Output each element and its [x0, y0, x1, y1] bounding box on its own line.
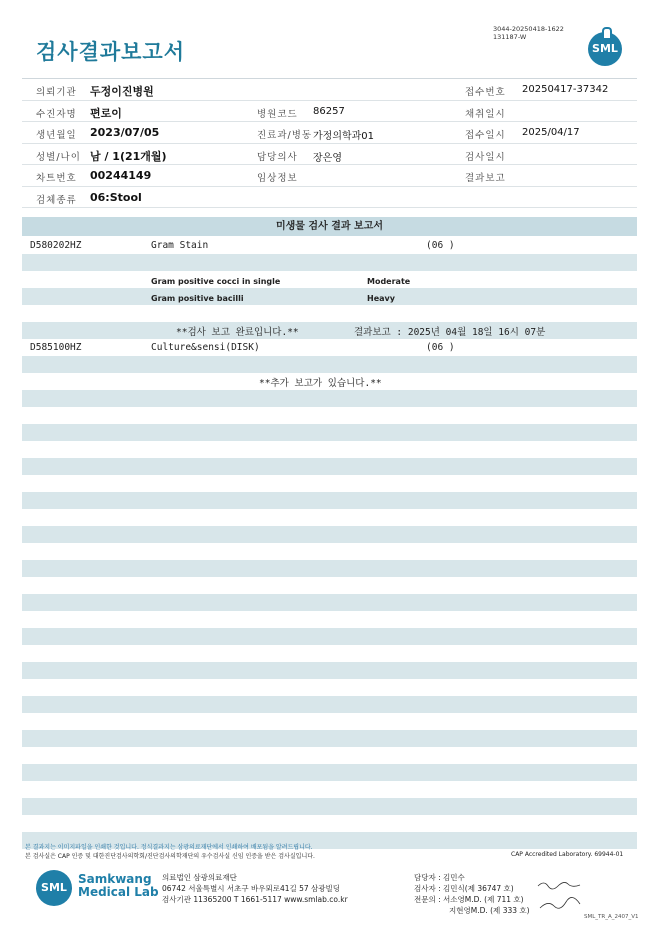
- info-label: 의뢰기관: [36, 87, 77, 98]
- result-row-band: [22, 560, 637, 577]
- info-value: 두정이진병원: [90, 85, 154, 98]
- complete-message: **검사 보고 완료입니다.**: [176, 327, 299, 338]
- info-label: 채취일시: [465, 108, 506, 120]
- result-row-band: [22, 628, 637, 645]
- info-value: 00244149: [90, 169, 152, 182]
- cap-accreditation: CAP Accredited Laboratory. 69944-01: [511, 851, 624, 858]
- info-value: 남 / 1(21개월): [90, 149, 167, 163]
- staff-line: 지현영M.D. (제 333 호): [449, 906, 530, 915]
- info-label: 생년월일: [36, 130, 77, 141]
- page-title: 검사결과보고서: [36, 40, 186, 64]
- result-row-band: [22, 764, 637, 781]
- info-value: 2025/04/17: [522, 127, 580, 138]
- signature-icon: [536, 878, 596, 914]
- test-code: D585100HZ: [30, 342, 82, 353]
- org-address-line: 검사기관 11365200 T 1661-5117 www.smlab.co.kr: [162, 895, 348, 904]
- result-row-band: [22, 254, 637, 271]
- result-row-band: [22, 662, 637, 679]
- info-value: 86257: [313, 105, 345, 117]
- info-label: 결과보고: [465, 173, 506, 184]
- sml-footer-logo: [36, 870, 72, 906]
- info-label: 임상정보: [257, 173, 298, 184]
- info-label: 접수번호: [465, 87, 506, 98]
- specimen-code: (06 ): [426, 240, 455, 251]
- info-value: 20250417-37342: [522, 84, 609, 95]
- staff-line: 담당자 : 김민수: [414, 873, 465, 882]
- result-row-band: [22, 458, 637, 475]
- staff-line: 검사자 : 김민식(제 36747 호): [414, 884, 514, 893]
- info-value: 편로이: [90, 106, 122, 120]
- result-row-band: [22, 730, 637, 747]
- report-id-line2: 131187-W: [493, 33, 527, 41]
- result-row-band: [22, 798, 637, 815]
- report-id: [493, 25, 564, 41]
- org-address: [162, 872, 348, 905]
- staff-line: 전문의 : 서소영M.D. (제 711 호): [414, 895, 524, 904]
- info-label: 검체종류: [36, 194, 77, 206]
- info-label: 병원코드: [257, 108, 298, 120]
- document-code: SML_TR_A_2407_V1: [584, 914, 639, 920]
- info-value: 06:Stool: [90, 190, 142, 204]
- sml-footer-logo-text: SML: [41, 881, 67, 894]
- report-section-title: 미생물 검사 결과 보고서: [22, 217, 637, 236]
- org-address-line: 06742 서울특별시 서초구 바우뫼로41길 57 삼광빌딩: [162, 884, 341, 893]
- result-row-band: [22, 492, 637, 509]
- info-label: 성별/나이: [36, 151, 81, 163]
- report-id-line1: 3044-20250418-1622: [493, 25, 564, 33]
- footer-note: 본 결과지는 이미지파일을 인쇄한 것입니다. 정식결과지는 삼광의료재단에서 인쇄하여 배포됨을 알려드립니다.: [25, 844, 313, 851]
- sml-logo: [588, 32, 622, 66]
- staff-list: [414, 872, 530, 916]
- specimen-code: (06 ): [426, 342, 455, 353]
- org-name-line2: Medical Lab: [78, 885, 159, 899]
- info-label: 수진자명: [36, 108, 77, 120]
- result-row-band: [22, 526, 637, 543]
- info-value: 가정의학과01: [313, 131, 375, 142]
- info-value: 2023/07/05: [90, 126, 160, 139]
- result-row-band: [22, 356, 637, 373]
- patient-info-row: [22, 165, 637, 187]
- org-address-line: 의료법인 삼광의료재단: [162, 873, 237, 882]
- additional-report-message: **추가 보고가 있습니다.**: [259, 378, 382, 389]
- finding-name: Gram positive bacilli: [151, 294, 244, 303]
- patient-info-row: [22, 122, 637, 144]
- patient-info-table: [22, 78, 637, 208]
- finding-value: Heavy: [367, 294, 395, 303]
- result-row-band: [22, 594, 637, 611]
- info-label: 담당의사: [257, 151, 298, 163]
- info-label: 접수일시: [465, 130, 506, 141]
- patient-info-row: [22, 187, 637, 209]
- test-code: D580202HZ: [30, 240, 82, 251]
- info-value: 장은영: [313, 152, 342, 164]
- result-row-band: [22, 288, 637, 305]
- org-name-line1: Samkwang: [78, 872, 152, 886]
- org-name: [78, 873, 159, 899]
- sml-logo-text: SML: [592, 42, 618, 55]
- finding-name: Gram positive cocci in single: [151, 277, 281, 286]
- report-time: 결과보고 : 2025년 04월 18일 16시 07분: [354, 327, 546, 338]
- result-row-band: [22, 390, 637, 407]
- result-row-band: [22, 424, 637, 441]
- test-name: Gram Stain: [151, 240, 209, 251]
- patient-info-row: [22, 79, 637, 101]
- test-name: Culture&sensi(DISK): [151, 342, 260, 353]
- info-label: 차트번호: [36, 173, 77, 184]
- patient-info-row: [22, 144, 637, 166]
- finding-value: Moderate: [367, 277, 411, 286]
- result-row-band: [22, 696, 637, 713]
- info-label: 진료과/병동: [257, 130, 313, 141]
- info-label: 검사일시: [465, 151, 506, 163]
- patient-info-row: [22, 101, 637, 123]
- footer-note: 본 검사실은 CAP 인증 및 대한진단검사의학회/진단검사의학재단의 우수검사실 신임 인증을 받은 검사실입니다.: [25, 853, 315, 860]
